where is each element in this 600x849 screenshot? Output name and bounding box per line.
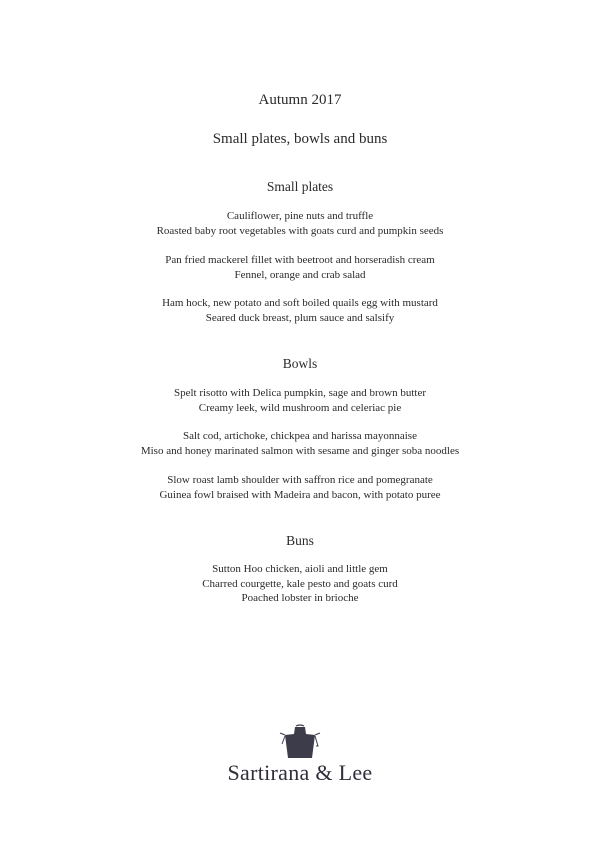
menu-item: Roasted baby root vegetables with goats curd and pumpkin seeds [156, 224, 444, 237]
menu-item: Slow roast lamb shoulder with saffron rice and pomegranate [167, 474, 433, 486]
menu-group-small-plates-1 [0, 209, 600, 238]
menu-item: Miso and honey marinated salmon with sesame and ginger soba noodles [140, 444, 460, 457]
menu-group-buns-1 [0, 562, 600, 606]
menu-item: Fennel, orange and crab salad [234, 268, 366, 281]
section-title-bowls: Bowls [282, 356, 318, 371]
menu-item: Sutton Hoo chicken, aioli and little gem [212, 563, 388, 575]
menu-group-bowls-2 [0, 429, 600, 458]
apron-icon [278, 724, 322, 760]
menu-item: Seared duck breast, plum sauce and salsify [205, 311, 395, 324]
section-title-buns: Buns [286, 533, 314, 548]
menu-item: Creamy leek, wild mushroom and celeriac pie [198, 401, 402, 414]
menu-item: Poached lobster in brioche [241, 592, 359, 605]
menu-season: Autumn 2017 [258, 92, 342, 108]
menu-item: Charred courgette, kale pesto and goats curd [202, 577, 398, 590]
menu-subtitle: Small plates, bowls and buns [212, 131, 388, 147]
menu-item: Cauliflower, pine nuts and truffle [226, 210, 374, 222]
menu-group-bowls-1 [0, 386, 600, 415]
brand-logo [0, 724, 600, 760]
brand-name: Sartirana & Lee [227, 760, 373, 785]
section-title-small-plates: Small plates [266, 179, 334, 194]
menu-group-small-plates-3 [0, 296, 600, 325]
menu-group-bowls-3 [0, 473, 600, 502]
menu-item: Spelt risotto with Delica pumpkin, sage and brown butter [173, 387, 427, 399]
menu-item: Pan fried mackerel fillet with beetroot and horseradish cream [165, 254, 435, 266]
menu-item: Salt cod, artichoke, chickpea and harissa mayonnaise [183, 430, 417, 442]
menu-item: Ham hock, new potato and soft boiled quails egg with mustard [162, 297, 438, 309]
menu-item: Guinea fowl braised with Madeira and bacon, with potato puree [159, 488, 441, 501]
menu-group-small-plates-2 [0, 253, 600, 282]
